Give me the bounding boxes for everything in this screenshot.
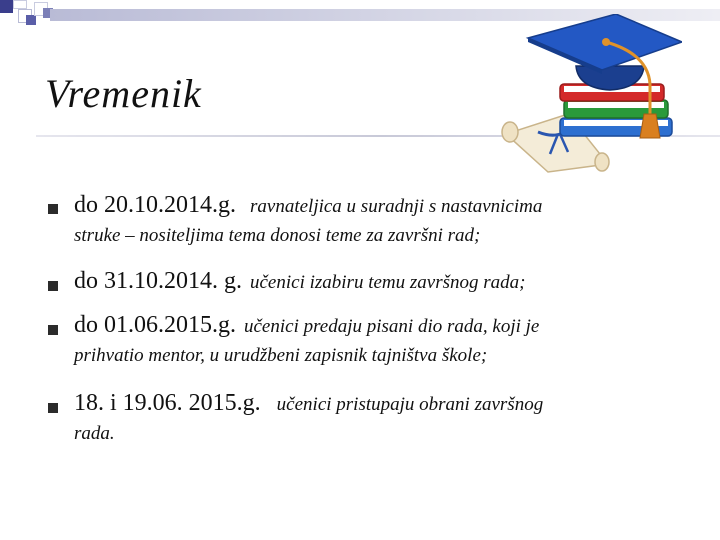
item-text: učenici izabiru temu završnog rada;: [250, 272, 526, 293]
item-date: 18. i 19.06. 2015.g.: [74, 390, 261, 416]
bullet-square-icon: [48, 403, 58, 413]
graduation-cap-icon: [498, 14, 682, 174]
corner-square-decoration: [26, 15, 36, 25]
slide-title: Vremenik: [45, 71, 202, 116]
item-date: do 20.10.2014.g.: [74, 192, 236, 218]
corner-square-decoration: [13, 0, 27, 9]
item-date: do 31.10.2014. g.: [74, 268, 242, 294]
item-text-continued: prihvatio mentor, u urudžbeni zapisnik tajništva škole;: [74, 345, 488, 366]
item-text-continued: struke – nositeljima tema donosi teme za završni rad;: [74, 225, 481, 246]
bullet-square-icon: [48, 204, 58, 214]
corner-square-decoration: [0, 0, 13, 13]
bullet-square-icon: [48, 325, 58, 335]
item-text-continued: rada.: [74, 423, 115, 444]
bullet-square-icon: [48, 281, 58, 291]
item-text: ravnateljica u suradnji s nastavnicima: [250, 196, 543, 217]
item-text: učenici predaju pisani dio rada, koji je: [244, 316, 540, 337]
item-text: učenici pristupaju obrani završnog: [276, 394, 544, 415]
item-date: do 01.06.2015.g.: [74, 312, 236, 338]
